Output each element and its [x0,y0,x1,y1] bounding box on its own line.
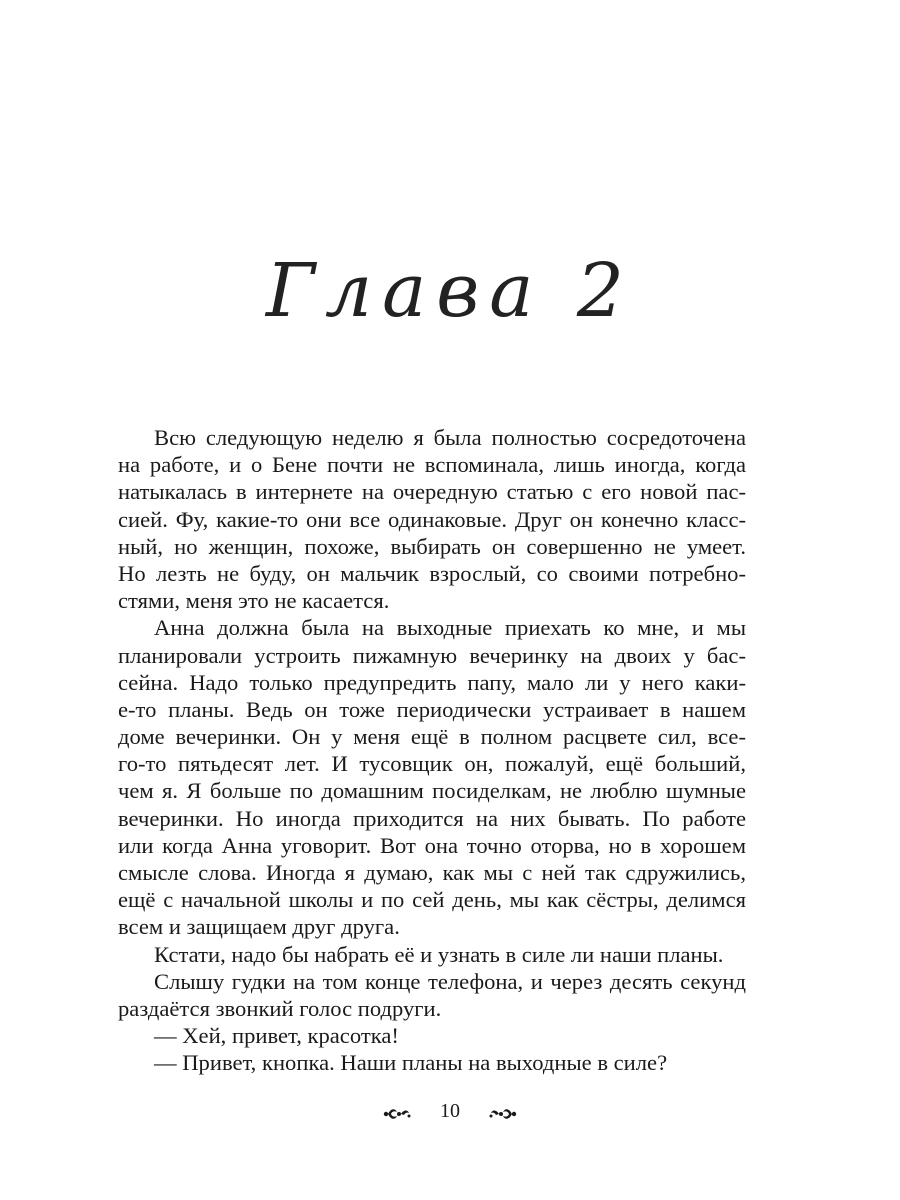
text-line: доме вечеринки. Он у меня ещё в полном расцвете сил, все- [118,724,746,750]
text-line: е-то планы. Ведь он тоже периодически устраивает в нашем [118,696,746,722]
chapter-title: Глава 2 [265,248,635,334]
paragraph [118,941,746,968]
paragraph [118,614,746,940]
text-line: Слышу гудки на том конце телефона, и через десять секунд [154,968,746,994]
text-line: или когда Анна уговорит. Вот она точно оторва, но в хорошем [118,832,746,858]
text-line: Всю следующую неделю я была полностью сосредоточена [154,425,746,450]
text-line: натыкалась в интернете на очередную статью с его новой пас- [118,479,746,505]
text-line: вечеринки. Но иногда приходится на них бывать. По работе [118,805,746,831]
paragraph [118,424,746,614]
text-line: — Привет, кнопка. Наши планы на выходные в силе? [154,1050,668,1076]
text-line: сейна. Надо только предупредить папу, мало ли у него каки- [118,669,746,695]
text-line: всем и защищаем друг друга. [118,914,400,940]
text-line: ещё с начальной школы и по сей день, мы как сёстры, делимся [118,887,746,913]
text-line: раздаётся звонкий голос подруги. [118,995,442,1021]
dialogue-line [118,1022,746,1049]
text-line: стями, меня это не касается. [118,588,390,614]
text-line: сией. Фу, какие-то они все одинаковые. Друг он конечно класс- [118,506,746,532]
floral-ornament-left-icon [382,1104,412,1118]
paragraph [118,968,746,1022]
page-footer [0,1099,900,1123]
text-line: смысле слова. Иногда я думаю, как мы с ней так сдружились, [118,860,746,885]
text-line: го-то пятьдесят лет. И тусовщик он, пожалуй, ещё больший, [118,751,746,777]
floral-ornament-right-icon [488,1104,518,1118]
page-number: 10 [440,1099,460,1122]
text-line: Но лезть не буду, он мальчик взрослый, со своими потребно- [118,560,746,586]
body-text [118,424,746,1077]
text-line: — Хей, привет, красотка! [154,1023,399,1049]
text-line: Анна должна была на выходные приехать ко мне, и мы [154,615,746,641]
text-line: на работе, и о Бене почти не вспоминала, лишь иногда, когда [118,452,746,478]
text-line: планировали устроить пижамную вечеринку на двоих у бас- [118,642,746,668]
text-line: ный, но женщин, похоже, выбирать он совершенно не умеет. [118,533,746,559]
dialogue-line [118,1049,746,1076]
text-line: чем я. Я больше по домашним посиделкам, не люблю шумные [118,778,746,804]
text-line: Кстати, надо бы набрать её и узнать в силе ли наши планы. [154,941,724,967]
